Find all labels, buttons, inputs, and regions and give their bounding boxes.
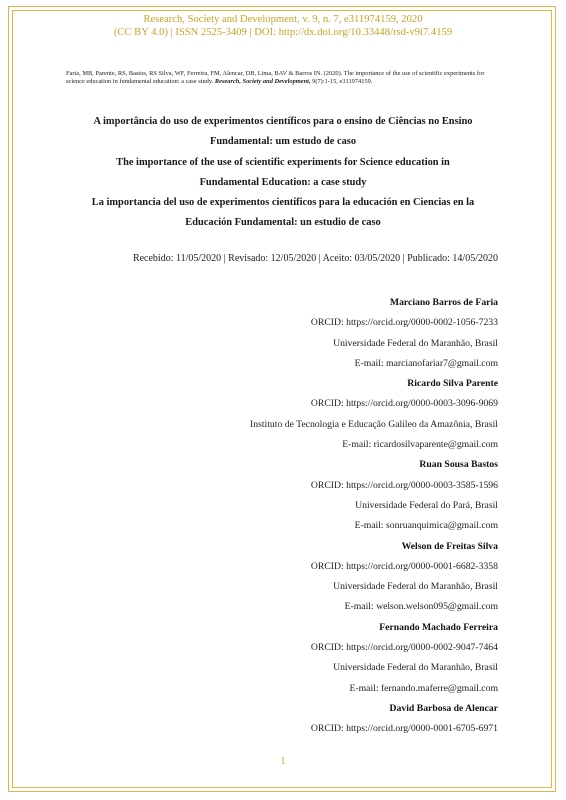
author-email[interactable]: E-mail: fernando.maferre@gmail.com (349, 682, 498, 694)
title-en-line2: Fundamental Education: a case study (199, 176, 367, 188)
citation-journal: Research, Society and Development, (214, 78, 311, 86)
author-email[interactable]: E-mail: sonruanquimica@gmail.com (354, 520, 498, 532)
author-name: Fernando Machado Ferreira (379, 621, 498, 633)
title-pt-line1: A importância do uso de experimentos científicos para o ensino de Ciências no Ensino (93, 116, 473, 127)
journal-header (0, 13, 566, 39)
title-es-line1: La importancia del uso de experimentos científicos para la educación en Ciencias en la (91, 197, 475, 209)
author-orcid[interactable]: ORCID: https://orcid.org/0000-0001-6682-3358 (310, 560, 498, 572)
author-orcid[interactable]: ORCID: https://orcid.org/0000-0002-9047-7464 (310, 642, 498, 654)
author-name: Ruan Sousa Bastos (419, 459, 498, 471)
citation-volume: 9(7):1-15, e311974159. (312, 78, 373, 86)
journal-header-line1: Research, Society and Development, v. 9, n. 7, e311974159, 2020 (143, 14, 423, 25)
author-affiliation: Universidade Federal do Maranhão, Brasil (333, 337, 498, 349)
paper-titles (60, 112, 506, 234)
author-orcid[interactable]: ORCID: https://orcid.org/0000-0003-3585-1596 (310, 479, 498, 491)
author-orcid[interactable]: ORCID: https://orcid.org/0000-0001-6705-6971 (310, 723, 498, 735)
author-affiliation: Instituto de Tecnologia e Educação Galileo da Amazônia, Brasil (250, 418, 498, 430)
author-name: Welson de Freitas Silva (401, 540, 498, 552)
author-name: Marciano Barros de Faria (389, 297, 498, 308)
author-affiliation: Universidade Federal do Maranhão, Brasil (333, 662, 498, 674)
author-list (160, 293, 498, 740)
page-number: 1 (280, 756, 286, 767)
title-es-line2: Educación Fundamental: un estudio de caso (185, 217, 381, 229)
author-email[interactable]: E-mail: ricardosilvaparente@gmail.com (342, 439, 498, 451)
author-orcid[interactable]: ORCID: https://orcid.org/0000-0002-1056-7233 (310, 317, 498, 329)
journal-header-line2[interactable]: (CC BY 4.0) | ISSN 2525-3409 | DOI: http://dx.doi.org/10.33448/rsd-v9i7.4159 (113, 27, 453, 38)
title-pt-line2: Fundamental: um estudo de caso (209, 136, 357, 148)
author-email[interactable]: E-mail: welson.welson095@gmail.com (344, 601, 498, 613)
author-email[interactable]: E-mail: marcianofariar7@gmail.com (354, 357, 498, 369)
author-name: Ricardo Silva Parente (407, 378, 498, 390)
citation-block (66, 70, 502, 86)
title-en-line1: The importance of the use of scientific experiments for Science education in (116, 156, 450, 168)
author-affiliation: Universidade Federal do Maranhão, Brasil (333, 581, 498, 593)
author-orcid[interactable]: ORCID: https://orcid.org/0000-0003-3096-9069 (310, 398, 498, 410)
author-name: David Barbosa de Alencar (389, 702, 498, 714)
citation-text: Faria, MB, Parente, RS, Bastos, RS Silva, WF, Ferreira, FM, Alencar, DB, Lima, BAV & Barros IN. (2020). The importance of the use of scientific experiments for science education in fundamental education: a case study. (66, 70, 485, 86)
submission-dates: Recebido: 11/05/2020 | Revisado: 12/05/2020 | Aceito: 03/05/2020 | Publicado: 14/05/2020 (132, 253, 498, 264)
author-affiliation: Universidade Federal do Pará, Brasil (355, 499, 498, 511)
